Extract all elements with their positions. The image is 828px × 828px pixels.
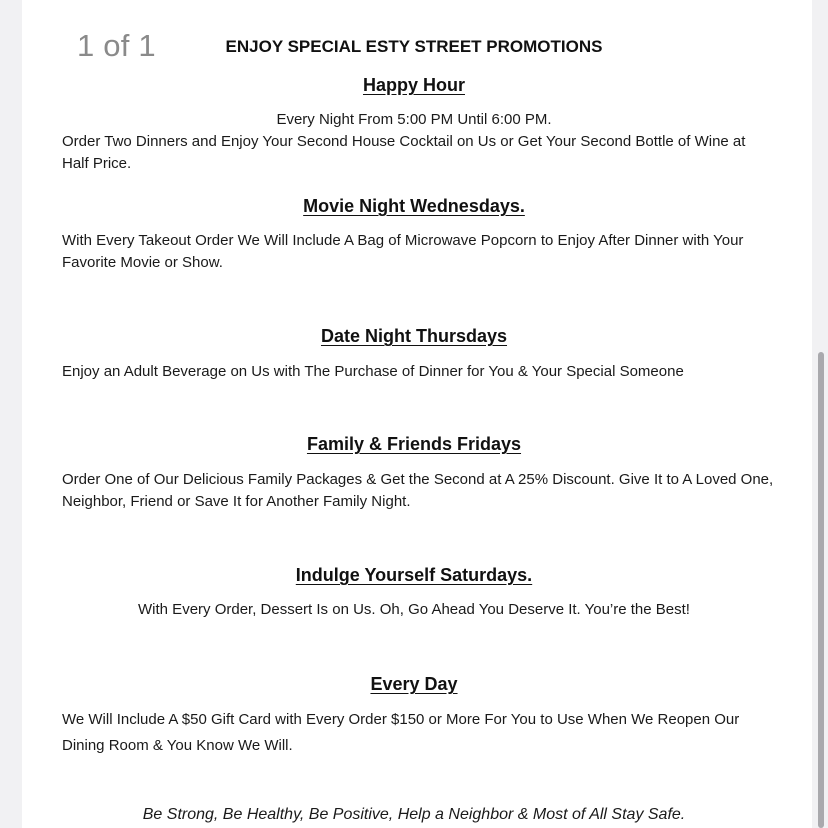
page-indicator: 1 of 1 — [77, 28, 156, 63]
section-heading-happy-hour: Happy Hour — [362, 75, 465, 95]
section-heading-every-day: Every Day — [370, 674, 458, 694]
section-heading-movie-night: Movie Night Wednesdays. — [303, 196, 525, 216]
section-text-happy-hour-time: Every Night From 5:00 PM Until 6:00 PM. — [276, 111, 552, 128]
closing-message: Be Strong, Be Healthy, Be Positive, Help a Neighbor & Most of All Stay Safe. — [142, 806, 686, 823]
document-page — [22, 0, 812, 828]
section-text-date-night: Enjoy an Adult Beverage on Us with The Purchase of Dinner for You & Your Special Someone — [62, 363, 684, 380]
vertical-scrollbar[interactable] — [814, 0, 828, 828]
section-text-family-friends: Order One of Our Delicious Family Packages & Get the Second at A 25% Discount. Give It to A Loved One, Neighbor, Friend or Save It for Another Family Night. — [62, 471, 774, 510]
section-text-happy-hour-offer: Order Two Dinners and Enjoy Your Second House Cocktail on Us or Get Your Second Bottle of Wine at Half Price. — [62, 133, 746, 172]
section-text-movie-night: With Every Takeout Order We Will Include A Bag of Microwave Popcorn to Enjoy After Dinner with Your Favorite Movie or Show. — [62, 232, 744, 271]
scrollbar-thumb[interactable] — [818, 352, 824, 828]
section-heading-family-friends: Family & Friends Fridays — [306, 434, 522, 454]
section-heading-date-night: Date Night Thursdays — [320, 326, 508, 346]
section-heading-indulge-yourself: Indulge Yourself Saturdays. — [295, 565, 533, 585]
section-text-indulge-yourself: With Every Order, Dessert Is on Us. Oh, Go Ahead You Deserve It. You’re the Best! — [138, 601, 690, 618]
section-text-every-day: We Will Include A $50 Gift Card with Every Order $150 or More For You to Use When We Reopen Our Dining Room & You Know We Will. — [62, 711, 740, 754]
document-title: ENJOY SPECIAL ESTY STREET PROMOTIONS — [225, 37, 603, 56]
